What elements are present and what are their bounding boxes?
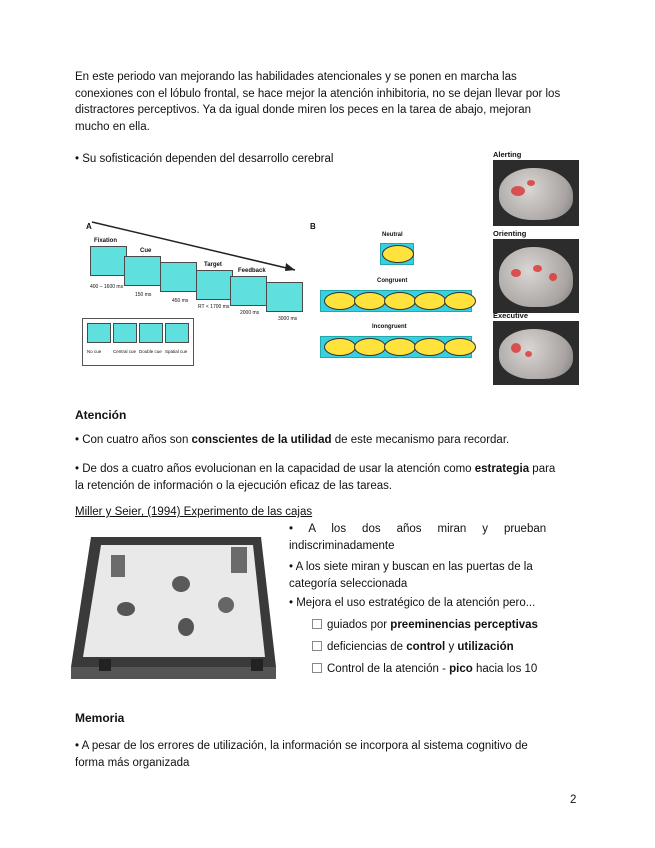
miller-item-3: • Mejora el uso estratégico de la atención pero... [289, 597, 536, 609]
intro-line-1: En este periodo van mejorando las habilidades atencionales y se ponen en marcha las [75, 71, 517, 83]
checkbox-icon [312, 663, 322, 673]
fixation-screen [90, 246, 127, 276]
intro-line-4: mucho en ella. [75, 120, 150, 133]
atencion-heading: Atención [75, 408, 127, 422]
blank-screen [160, 262, 197, 292]
panel-b-label: B [310, 222, 316, 231]
target-label: Target [204, 262, 222, 268]
fish-icon [324, 338, 356, 356]
fish-icon [414, 338, 446, 356]
feedback-screen [230, 276, 267, 306]
time-3: 450 ms [172, 298, 189, 304]
panel-a-label: A [86, 222, 92, 231]
cue-screen-double [139, 323, 163, 343]
cue-type-2: Central cue [113, 349, 137, 354]
atencion-bullet-2: • De dos a cuatro años evolucionan en la capacidad de usar la atención como estrategia para la retención de información o la ejecución eficaz de las tareas. [75, 463, 556, 492]
alerting-label: Alerting [493, 150, 522, 159]
fish-icon [324, 292, 356, 310]
congruent-row [320, 290, 472, 312]
ant-task-figure [80, 218, 480, 378]
brain-executive-image [493, 321, 579, 385]
cue-type-1: No cue [87, 349, 102, 354]
fish-icon [414, 292, 446, 310]
neutral-row [380, 243, 414, 265]
intro-line-2: conexiones con el lóbulo frontal, se hace mejor la atención inhibitoria, no se dejan llevar por los [75, 87, 561, 100]
box-experiment-photo [71, 527, 276, 682]
cue-type-3: Double cue [139, 349, 162, 354]
time-2: 150 ms [135, 292, 152, 298]
brain-executive [493, 311, 579, 385]
fish-icon [444, 292, 476, 310]
intro-paragraph [75, 69, 580, 135]
time-1: 400 – 1600 ms [90, 284, 124, 290]
time-6: 3000 ms [278, 316, 298, 322]
checkbox-icon [312, 641, 322, 651]
fish-icon [354, 338, 386, 356]
incongruent-label: Incongruent [372, 324, 407, 330]
cue-screen-spatial [165, 323, 189, 343]
fish-icon [384, 292, 416, 310]
cue-label: Cue [140, 248, 152, 254]
end-screen [266, 282, 303, 312]
fixation-label: Fixation [94, 238, 118, 244]
miller-item-1: • A los dos años miran y prueban indiscriminadamente [289, 523, 547, 552]
time-5: 2000 ms [240, 310, 260, 316]
memoria-heading: Memoria [75, 711, 125, 725]
brain-orienting [493, 229, 579, 313]
cue-type-4: Spatial cue [165, 349, 188, 354]
miller-seier-link[interactable]: Miller y Seier, (1994) Experimento de las cajas [75, 506, 313, 518]
target-screen [196, 270, 233, 300]
atencion-bullet-1: • Con cuatro años son conscientes de la utilidad de este mecanismo para recordar. [75, 434, 510, 446]
bullet-sofisticacion: • Su sofisticación dependen del desarrollo cerebral [75, 153, 334, 165]
feedback-label: Feedback [238, 268, 266, 274]
brain-alerting [493, 150, 579, 226]
page-number: 2 [570, 794, 577, 806]
intro-line-3: distractores perceptivos. Ya da igual donde miren los peces en la tarea de abajo, mejoran [75, 104, 532, 116]
incongruent-row [320, 336, 472, 358]
fish-icon [382, 245, 414, 263]
miller-sub-1: guiados por preeminencias perceptivas [312, 619, 538, 631]
congruent-label: Congruent [377, 278, 408, 284]
cue-screen-none [87, 323, 111, 343]
neutral-label: Neutral [382, 232, 403, 238]
time-4: RT < 1700 ms [198, 304, 230, 310]
brain-alerting-image [493, 160, 579, 226]
cue-screen [124, 256, 161, 286]
brain-orienting-image [493, 239, 579, 313]
cue-types-box [82, 318, 194, 366]
executive-label: Executive [493, 311, 529, 320]
fish-icon [444, 338, 476, 356]
miller-sub-2: deficiencias de control y utilización [312, 641, 514, 653]
cue-screen-central [113, 323, 137, 343]
fish-icon [384, 338, 416, 356]
fish-icon [354, 292, 386, 310]
miller-sub-3: Control de la atención - pico hacia los 10 [312, 663, 537, 675]
checkbox-icon [312, 619, 322, 629]
miller-item-2: • A los siete miran y buscan en las puertas de la categoría seleccionada [289, 561, 533, 590]
orienting-label: Orienting [493, 229, 527, 238]
memoria-bullet: • A pesar de los errores de utilización, la información se incorpora al sistema cognitivo de forma más organizada [75, 740, 528, 769]
